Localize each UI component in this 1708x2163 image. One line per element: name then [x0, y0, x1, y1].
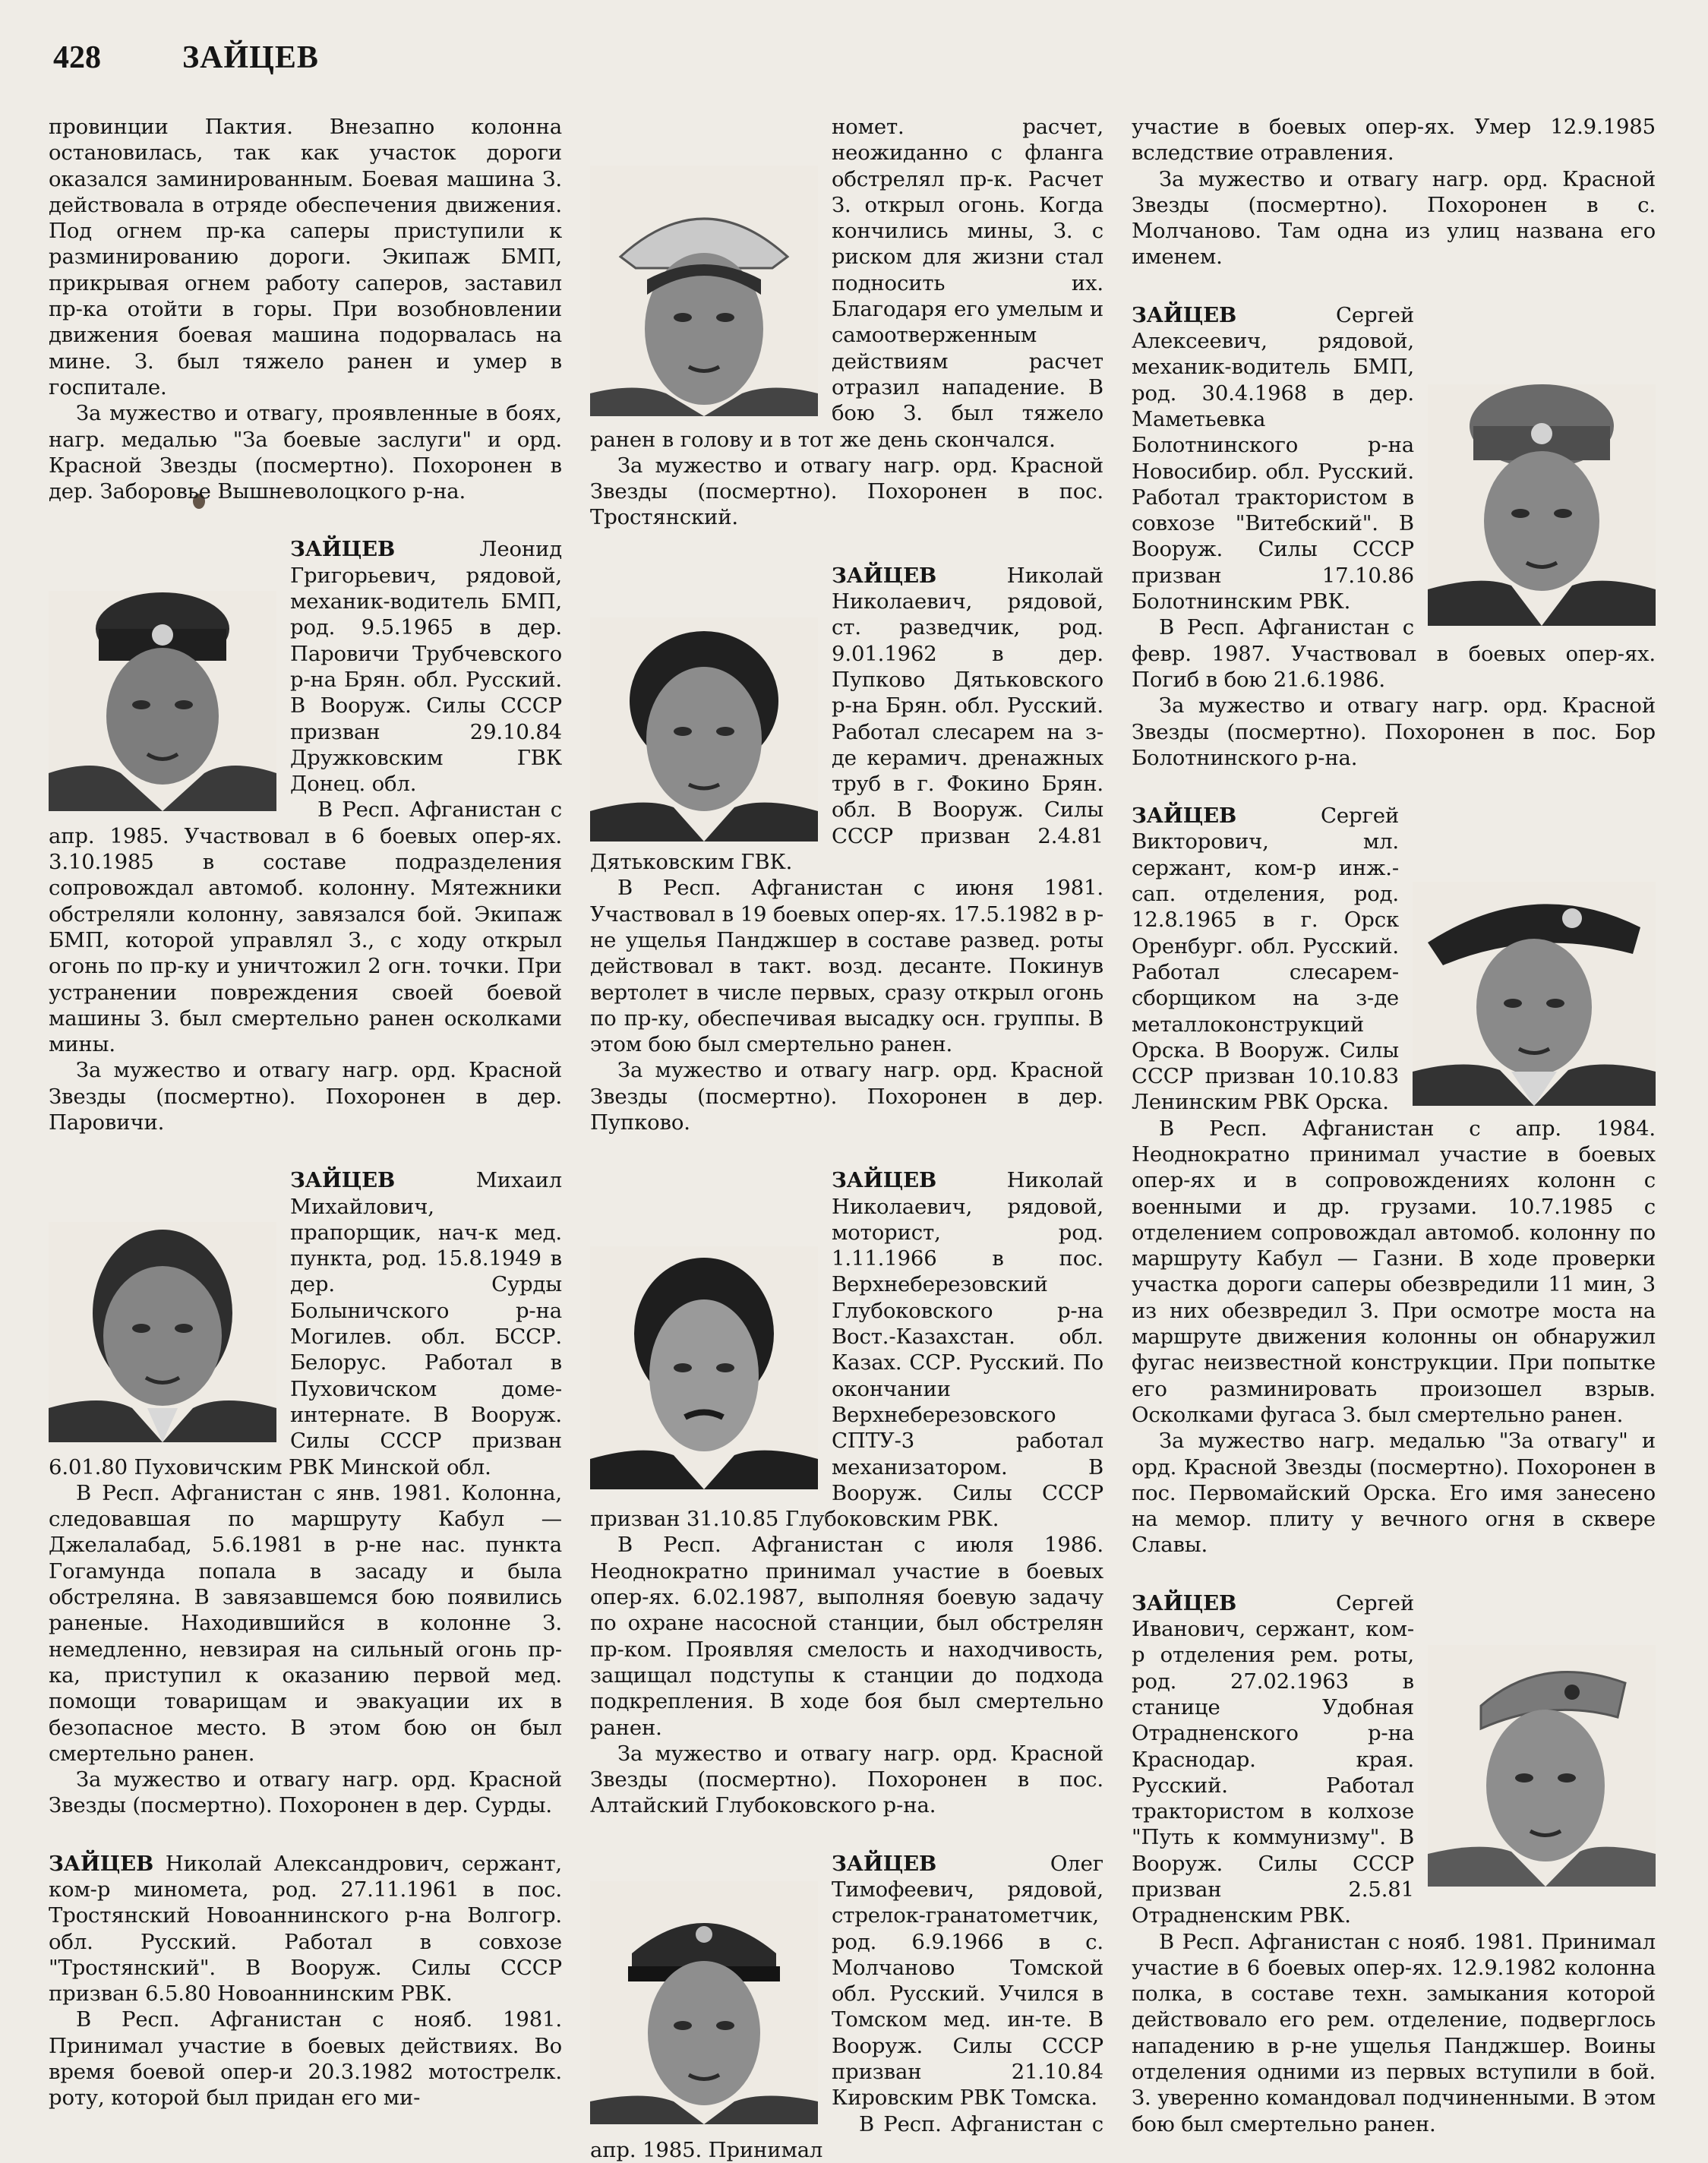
entry-bio: Сергей Алексеевич, рядовой, механик-водитель БМП, род. 30.4.1968 в дер. Маметьевка Болотнинского р-на Новосибир. обл. Русский. Работал трактористом в совхозе "Витебский". В Вооруж. Силы СССР призван 17.10.86 Болотнинским РВК. [1132, 302, 1414, 614]
entry-zaitsev-nikolai-a [49, 1851, 562, 2111]
entry-surname: ЗАЙЦЕВ [832, 1168, 937, 1193]
entry-bio: Леонид Григорьевич, рядовой, механик-водитель БМП, род. 9.5.1965 в дер. Паровичи Трубчевского р-на Брян. обл. Русский. В Вооруж. Силы СССР призван 29.10.84 Дружковским ГВК Донец. обл. [290, 537, 562, 797]
entry-bio: Николай Николаевич, рядовой, ст. разведчик, род. 9.01.1962 в дер. Пупково Дятьковского р-на Брян. обл. Русский. Работал слесарем на з-де керамич. дренажных труб в г. Фокино Брян. обл. В Вооруж. Силы СССР призван 2.4.81 Дятьковским ГВК. [590, 563, 1103, 875]
entry-service: В Респ. Афганистан с нояб. 1981. Принимал участие в боевых действиях. Во время боевой опер-и 20.3.1982 мотострелк. роту, которой был придан его ми- [49, 2007, 562, 2111]
continued-text: участие в боевых опер-ях. Умер 12.9.1985 вследствие отравления. [1132, 115, 1656, 166]
portrait-photo [49, 1222, 276, 1442]
entry-service: В Респ. Афганистан с апр. 1985. Принимал [590, 2111, 1103, 2162]
entry-zaitsev-mikhail [49, 1167, 562, 1818]
entry-bio: Олег Тимофеевич, рядовой, стрелок-гранатометчик, род. 6.9.1966 в с. Молчаново Томской обл. Русский. Учился в Томском мед. ин-те. В Вооруж. Силы СССР призван 21.10.84 Кировским РВК Томска. [832, 1851, 1103, 2111]
entry-bio: Николай Александрович, сержант, ком-р миномета, род. 27.11.1961 в пос. Тростянский Новоаннинского р-на Волгогр. обл. Русский. Работал в совхозе "Тростянский". В Вооруж. Силы СССР призван 6.5.80 Новоаннинским РВК. [49, 1851, 562, 2007]
award-text: За мужество и отвагу нагр. орд. Красной Звезды (посмертно). Похоронен в пос. Тростянский. [590, 453, 1103, 530]
continued-text: номет. расчет, неожиданно с фланга обстрелял пр-к. Расчет З. открыл огонь. Когда кончились мины, З. с риском для жизни стал подносить их. Благодаря его умелым и самоотверженным действиям расчет отразил нападение. В бою З. был тяжело ранен в голову и в тот же день скончался. [590, 115, 1103, 452]
entry-surname: ЗАЙЦЕВ [1132, 804, 1237, 829]
column-2 [590, 114, 1103, 2163]
entry-surname: ЗАЙЦЕВ [49, 1851, 154, 1876]
entry-bio: Михаил Михайлович, прапорщик, нач-к мед. пункта, род. 15.8.1949 в дер. Сурды Болыничского р-на Могилев. обл. БССР. Белорус. Работал в Пуховичском доме-интернате. В Вооруж. Силы СССР призван 6.01.80 Пуховичским РВК Минской обл. [49, 1168, 562, 1479]
portrait-photo [1413, 882, 1656, 1106]
column-3 [1132, 114, 1656, 2137]
entry-award: За мужество и отвагу нагр. орд. Красной Звезды (посмертно). Похоронен в дер. Паровичи. [49, 1058, 562, 1135]
entry-service: В Респ. Афганистан с нояб. 1981. Принимал участие в 6 боевых опер-ях. 12.9.1982 колонна полка, в составе техн. замыкания которой действовало его рем. отделение, подверглось нападению в р-не ущелья Панджшер. Воины отделения одними из первых вступили в бой. З. уверенно командовал подчиненными. В этом бою был смертельно ранен. [1132, 1929, 1656, 2136]
award-text: За мужество и отвагу, проявленные в боях, нагр. медалью "За боевые заслуги" и орд. Красной Звезды (посмертно). Похоронен в дер. Заборовье Вышневолоцкого р-на. [49, 401, 562, 504]
entry-service: В Респ. Афганистан с апр. 1985. Участвовал в 6 боевых опер-ях. 3.10.1985 в составе подразделения сопровождал автомоб. колонну. Мятежники обстреляли колонну, завязался бой. Экипаж БМП, которой управлял З., с ходу открыл огонь по пр-ку и уничтожил 2 огн. точки. При устранении повреждения своей боевой машины З. был смертельно ранен осколками мины. [49, 797, 562, 1057]
entry-zaitsev-nikolai-n-1 [590, 563, 1103, 1136]
entry-surname: ЗАЙЦЕВ [1132, 1590, 1237, 1615]
entry-surname: ЗАЙЦЕВ [1132, 302, 1237, 327]
entry-bio: Николай Николаевич, рядовой, моторист, род. 1.11.1966 в пос. Верхнеберезовский Глубоковского р-на Вост.-Казахстан. обл. Казах. ССР. Русский. По окончании Верхнеберезовского СПТУ-3 работал механизатором. В Вооруж. Силы СССР призван 31.10.85 Глубоковским РВК. [590, 1168, 1103, 1532]
entry-bio: Сергей Викторович, мл. сержант, ком-р инж.-сап. отделения, род. 12.8.1965 в г. Орск Оренбург. обл. Русский. Работал слесарем-сборщиком на з-де металлоконструкций Орска. В Вооруж. Силы СССР призван 10.10.83 Ленинским РВК Орска. [1132, 804, 1399, 1115]
entry-surname: ЗАЙЦЕВ [290, 1168, 396, 1193]
entry-award: За мужество и отвагу нагр. орд. Красной Звезды (посмертно). Похоронен в дер. Сурды. [49, 1767, 562, 1818]
portrait-photo [590, 1881, 818, 2124]
entry-award: За мужество и отвагу нагр. орд. Красной Звезды (посмертно). Похоронен в дер. Пупково. [590, 1058, 1103, 1135]
entry-surname: ЗАЙЦЕВ [832, 1851, 937, 1876]
entry-award: За мужество и отвагу нагр. орд. Красной Звезды (посмертно). Похоронен в пос. Бор Болотнинского р-на. [1132, 693, 1656, 770]
portrait-photo [1428, 1645, 1656, 1887]
portrait-photo [590, 1246, 818, 1489]
entry-zaitsev-oleg [590, 1851, 1103, 2163]
portrait-photo [590, 166, 818, 416]
entry-award: За мужество нагр. медалью "За отвагу" и орд. Красной Звезды (посмертно). Похоронен в пос. Первомайский Орска. Его имя занесено на мемор. плиту у вечного огня в сквере Славы. [1132, 1429, 1656, 1558]
entry-award: За мужество и отвагу нагр. орд. Красной Звезды (посмертно). Похоронен в пос. Алтайский Глубоковского р-на. [590, 1741, 1103, 1818]
entry-zaitsev-sergei-a [1132, 302, 1656, 771]
column-1 [49, 114, 562, 2111]
entry-bio: Сергей Иванович, сержант, ком-р отделения рем. роты, род. 27.02.1963 в станице Удобная Отрадненского р-на Краснодар. края. Русский. Работал трактористом в колхозе "Путь к коммунизму". В Вооруж. Силы СССР призван 2.5.81 Отрадненским РВК. [1132, 1590, 1414, 1928]
entry-service: В Респ. Афганистан с июня 1981. Участвовал в 19 боевых опер-ях. 17.5.1982 в р-не ущелья Панджшер в составе развед. роты действовал в такт. возд. десанте. Покинув вертолет в числе первых, сразу открыл огонь по пр-ку, обеспечивая высадку осн. группы. В этом бою был смертельно ранен. [590, 876, 1103, 1057]
entry-service: В Респ. Афганистан с июля 1986. Неоднократно принимал участие в боевых опер-ях. 6.02.1987, выполняя боевую задачу по охране насосной станции, был обстрелян пр-ком. Проявляя смелость и находчивость, защищал подступы к станции до подхода подкрепления. В ходе боя был смертельно ранен. [590, 1533, 1103, 1740]
entry-service: В Респ. Афганистан с февр. 1987. Участвовал в боевых опер-ях. Погиб в бою 21.6.1986. [1132, 615, 1656, 692]
portrait-photo [590, 617, 818, 842]
entry-zaitsev-sergei-i [1132, 1590, 1656, 2137]
entry-zaitsev-leonid [49, 536, 562, 1135]
entry-surname: ЗАЙЦЕВ [832, 563, 937, 588]
page-number: 428 [53, 40, 101, 75]
entry-zaitsev-nikolai-n-2 [590, 1167, 1103, 1818]
entry-surname: ЗАЙЦЕВ [290, 537, 396, 562]
portrait-photo [49, 591, 276, 811]
continued-text: провинции Пактия. Внезапно колонна остановилась, так как участок дороги оказался заминированным. Боевая машина З. действовала в отряде обеспечения движения. Под огнем пр-ка саперы приступили к разминированию дороги. Экипаж БМП, прикрывая огнем работу саперов, заставил пр-ка отойти в горы. При возобновлении движения боевая машина подорвалась на мине. З. был тяжело ранен и умер в госпитале. [49, 115, 562, 399]
entry-service: В Респ. Афганистан с апр. 1984. Неоднократно принимал участие в боевых опер-ях и в сопровождениях колонн с военными и др. грузами. 10.7.1985 с отделением сопровождал автомоб. колонну по маршруту Кабул — Газни. В ходе проверки участка дороги саперы обезвредили 11 мин, 3 из них обезвредил З. При осмотре моста на маршруте движения колонны он обнаружил фугас неизвестной конструкции. При попытке его разминировать произошел взрыв. Осколками фугаса З. был смертельно ранен. [1132, 1116, 1656, 1427]
entry-zaitsev-sergei-v [1132, 803, 1656, 1558]
award-text: За мужество и отвагу нагр. орд. Красной Звезды (посмертно). Похоронен в с. Молчаново. Там одна из улиц названа его именем. [1132, 166, 1656, 270]
entry-service: В Респ. Афганистан с янв. 1981. Колонна, следовавшая по маршруту Кабул — Джелалабад, 5.6.1981 в р-не нас. пункта Гогамунда попала в засаду и была обстреляна. В завязавшемся бою появились раненые. Находившийся в колонне З. немедленно, невзирая на сильный огонь пр-ка, приступил к оказанию первой мед. помощи товарищам и эвакуации их в безопасное место. В этом бою он был смертельно ранен. [49, 1480, 562, 1766]
portrait-photo [1428, 384, 1656, 626]
running-title: ЗАЙЦЕВ [182, 40, 319, 75]
